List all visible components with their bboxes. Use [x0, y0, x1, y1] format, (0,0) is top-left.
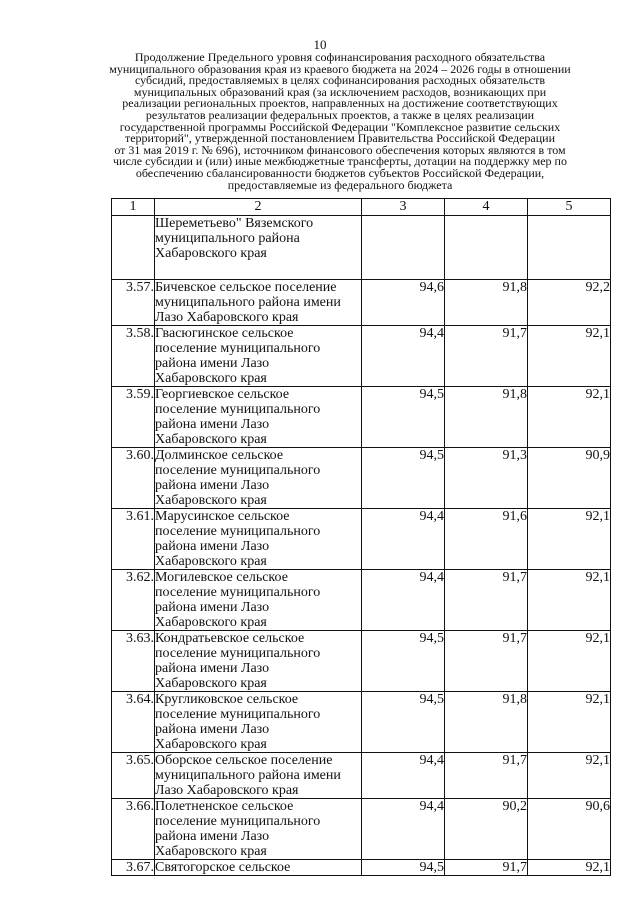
municipality-name	[155, 860, 362, 876]
table-row	[112, 860, 611, 876]
value-col-4: 91,8	[445, 280, 528, 326]
value-col-5: 92,1	[528, 753, 611, 799]
caption-line: муниципального образования края из краевого бюджета на 2024 – 2026 годы в отношении	[109, 61, 571, 76]
name-line: муниципального района	[155, 231, 300, 246]
row-number: 3.61.	[112, 509, 155, 570]
column-header: 4	[445, 199, 528, 216]
table-row	[112, 280, 611, 326]
value-col-3: 94,5	[362, 631, 445, 692]
name-line: муниципального района имени	[155, 768, 341, 783]
row-number: 3.59.	[112, 387, 155, 448]
name-line: поселение муниципального	[155, 463, 321, 478]
municipality-name	[155, 692, 362, 753]
value-col-5: 92,1	[528, 509, 611, 570]
value-col-3: 94,6	[362, 280, 445, 326]
municipality-name	[155, 326, 362, 387]
value-col-4: 91,7	[445, 860, 528, 876]
table-row-continuation	[112, 216, 611, 280]
row-number: 3.58.	[112, 326, 155, 387]
value-col-3: 94,5	[362, 860, 445, 876]
value-col-3: 94,4	[362, 799, 445, 860]
row-number: 3.63.	[112, 631, 155, 692]
caption-line: территорий", утвержденной постановлением Правительства Российской Федерации	[124, 131, 556, 146]
caption-line: реализации региональных проектов, направленных на достижение соответствующих	[122, 96, 558, 111]
row-number: 3.64.	[112, 692, 155, 753]
caption-line: субсидий, предоставляемых в целях софинансирования расходных обязательств	[134, 73, 546, 88]
value-col-3: 94,4	[362, 509, 445, 570]
value-col-4: 91,6	[445, 509, 528, 570]
value-col-3: 94,5	[362, 448, 445, 509]
name-line: района имени Лазо	[155, 356, 270, 371]
table-row	[112, 509, 611, 570]
row-number: 3.60.	[112, 448, 155, 509]
value-col-4: 91,7	[445, 570, 528, 631]
row-number: 3.62.	[112, 570, 155, 631]
value-col-4: 91,8	[445, 692, 528, 753]
value-col-5: 92,1	[528, 631, 611, 692]
name-line: поселение муниципального	[155, 646, 321, 661]
column-header: 3	[362, 199, 445, 216]
name-line: Лазо Хабаровского края	[155, 783, 299, 798]
caption-line: Продолжение Предельного уровня софинансирования расходного обязательства	[134, 50, 546, 64]
name-line: Шереметьево" Вяземского	[155, 216, 314, 231]
column-header: 2	[155, 199, 362, 216]
caption-line: государственной программы Российской Федерации "Комплексное развитие сельских	[119, 119, 561, 134]
table-header-row	[112, 199, 611, 216]
name-line: поселение муниципального	[155, 341, 321, 356]
name-line: района имени Лазо	[155, 417, 270, 432]
table-row	[112, 753, 611, 799]
column-header: 1	[112, 199, 155, 216]
caption-line: результатов реализации федеральных проектов, а также в целях реализации	[145, 107, 535, 122]
table-caption	[100, 52, 580, 191]
name-line: Святогорское сельское	[155, 860, 291, 875]
value-col-4: 91,7	[445, 326, 528, 387]
caption-line: предоставляемые из федерального бюджета	[227, 177, 453, 192]
name-line: Долминское сельское	[155, 448, 284, 463]
name-line: района имени Лазо	[155, 722, 270, 737]
value-col-5: 90,9	[528, 448, 611, 509]
row-number: 3.57.	[112, 280, 155, 326]
name-line: района имени Лазо	[155, 478, 270, 493]
caption-line: муниципальных образований края (за исключением расходов, возникающих при	[133, 84, 547, 99]
municipality-name	[155, 280, 362, 326]
value-col-5: 92,1	[528, 570, 611, 631]
value-col-4: 91,7	[445, 753, 528, 799]
name-line: Хабаровского края	[155, 432, 267, 447]
table-row	[112, 692, 611, 753]
name-line: Хабаровского края	[155, 737, 267, 752]
municipality-name	[155, 448, 362, 509]
municipality-name	[155, 753, 362, 799]
value-col-4	[445, 216, 528, 280]
municipality-name	[155, 631, 362, 692]
name-line: Георгиевское сельское	[155, 387, 290, 402]
caption-line: обеспечению сбалансированности бюджетов субъектов Российской Федерации,	[135, 165, 545, 180]
value-col-5: 92,1	[528, 692, 611, 753]
value-col-3: 94,4	[362, 326, 445, 387]
name-line: Гвасюгинское сельское	[155, 326, 294, 341]
value-col-3: 94,5	[362, 692, 445, 753]
name-line: Хабаровского края	[155, 554, 267, 569]
name-line: поселение муниципального	[155, 707, 321, 722]
table-row	[112, 799, 611, 860]
name-line: района имени Лазо	[155, 661, 270, 676]
value-col-5: 92,1	[528, 326, 611, 387]
name-line: муниципального района имени	[155, 295, 341, 310]
name-line: Марусинское сельское	[155, 509, 290, 524]
cofinancing-table	[111, 198, 611, 876]
name-line: Хабаровского края	[155, 371, 267, 386]
municipality-name	[155, 509, 362, 570]
value-col-4: 91,3	[445, 448, 528, 509]
name-line: Могилевское сельское	[155, 570, 288, 585]
municipality-name	[155, 570, 362, 631]
name-line: района имени Лазо	[155, 539, 270, 554]
value-col-5: 92,2	[528, 280, 611, 326]
municipality-name	[155, 799, 362, 860]
caption-line: от 31 мая 2019 г. № 696), источником финансового обеспечения которых являются в том	[114, 142, 566, 157]
value-col-5	[528, 216, 611, 280]
name-line: Оборское сельское поселение	[155, 753, 333, 768]
row-number: 3.67.	[112, 860, 155, 876]
value-col-4: 91,7	[445, 631, 528, 692]
value-col-3: 94,4	[362, 570, 445, 631]
name-line: поселение муниципального	[155, 402, 321, 417]
name-line: Кругликовское сельское	[155, 692, 299, 707]
name-line: Хабаровского края	[155, 493, 267, 508]
table-row	[112, 326, 611, 387]
table-row	[112, 387, 611, 448]
table-row	[112, 570, 611, 631]
value-col-4: 91,8	[445, 387, 528, 448]
name-line: поселение муниципального	[155, 524, 321, 539]
name-line: Лазо Хабаровского края	[155, 310, 299, 325]
name-line: Хабаровского края	[155, 615, 267, 630]
name-line: района имени Лазо	[155, 600, 270, 615]
name-line: Хабаровского края	[155, 844, 267, 859]
name-line: района имени Лазо	[155, 829, 270, 844]
name-line: Хабаровского края	[155, 676, 267, 691]
name-line: Бичевское сельское поселение	[155, 280, 337, 295]
table-row	[112, 631, 611, 692]
value-col-5: 90,6	[528, 799, 611, 860]
page-number: 10	[313, 37, 327, 52]
column-header: 5	[528, 199, 611, 216]
name-line: Полетненское сельское	[155, 799, 294, 814]
value-col-3: 94,5	[362, 387, 445, 448]
municipality-name	[155, 216, 362, 280]
value-col-3	[362, 216, 445, 280]
value-col-3: 94,4	[362, 753, 445, 799]
table-row	[112, 448, 611, 509]
value-col-4: 90,2	[445, 799, 528, 860]
row-number: 3.65.	[112, 753, 155, 799]
name-line: Кондратьевское сельское	[155, 631, 305, 646]
value-col-5: 92,1	[528, 387, 611, 448]
name-line: поселение муниципального	[155, 585, 321, 600]
row-number	[112, 216, 155, 280]
caption-line: числе субсидии и (или) иные межбюджетные трансферты, дотации на поддержку мер по	[113, 154, 567, 169]
name-line: поселение муниципального	[155, 814, 321, 829]
name-line: Хабаровского края	[155, 246, 267, 261]
value-col-5: 92,1	[528, 860, 611, 876]
municipality-name	[155, 387, 362, 448]
row-number: 3.66.	[112, 799, 155, 860]
